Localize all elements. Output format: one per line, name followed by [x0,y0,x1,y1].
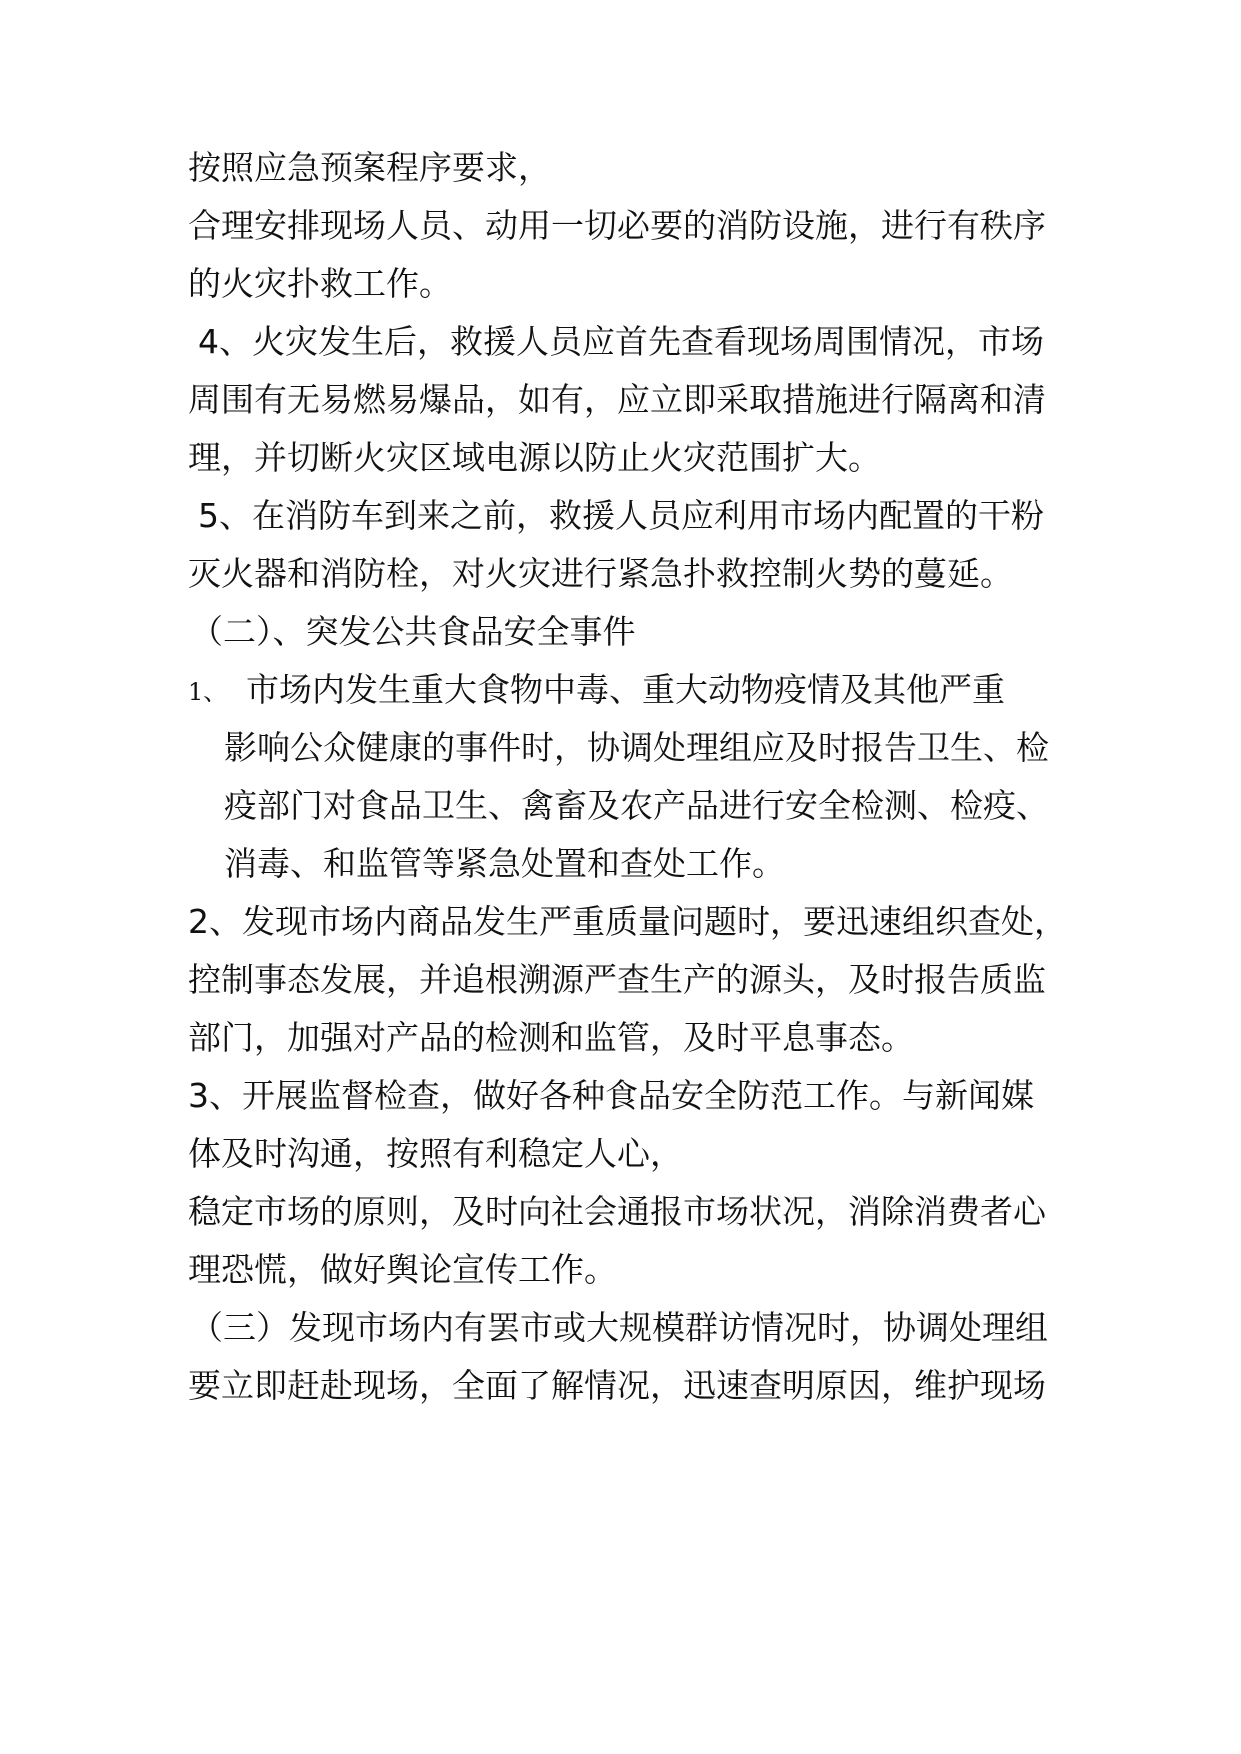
section-heading: （二）、突发公共食品安全事件 [190,612,636,651]
paragraph-line: 体及时沟通，按照有利稳定人心， [188,1134,683,1173]
list-item-line: 市场内发生重大食物中毒、重大动物疫情及其他严重 [246,670,1005,709]
paragraph-line: 2、发现市场内商品发生严重质量问题时，要迅速组织查处， [188,902,1067,941]
list-marker: 1、 [188,678,228,706]
paragraph-line: 4、火灾发生后，救援人员应首先查看现场周围情况，市场 [198,322,1044,361]
paragraph-line: 理恐慌，做好舆论宣传工作。 [188,1250,617,1289]
paragraph-line: 周围有无易燃易爆品，如有，应立即采取措施进行隔离和清 [188,380,1046,419]
paragraph-line: 稳定市场的原则，及时向社会通报市场状况，消除消费者心 [188,1192,1046,1231]
paragraph-line: 部门，加强对产品的检测和监管，及时平息事态。 [188,1018,914,1057]
paragraph-line: 理，并切断火灾区域电源以防止火灾范围扩大。 [188,438,881,477]
paragraph-line: 要立即赶赴现场，全面了解情况，迅速查明原因，维护现场 [188,1366,1046,1405]
list-item-line: 影响公众健康的事件时，协调处理组应及时报告卫生、检 [224,728,1049,767]
list-item-line: 疫部门对食品卫生、禽畜及农产品进行安全检测、检疫、 [224,786,1049,825]
section-heading: （三）发现市场内有罢市或大规模群访情况时，协调处理组 [190,1308,1048,1347]
paragraph-line: 控制事态发展，并追根溯源严查生产的源头，及时报告质监 [188,960,1046,999]
paragraph-line: 合理安排现场人员、动用一切必要的消防设施，进行有秩序 [188,206,1046,245]
paragraph-line: 灭火器和消防栓，对火灾进行紧急扑救控制火势的蔓延。 [188,554,1013,593]
list-item-line: 消毒、和监管等紧急处置和查处工作。 [224,844,785,883]
paragraph-line: 按照应急预案程序要求， [188,148,551,187]
paragraph-line: 的火灾扑救工作。 [188,264,452,303]
paragraph-line: 5、在消防车到来之前，救援人员应利用市场内配置的干粉 [198,496,1044,535]
paragraph-line: 3、开展监督检查，做好各种食品安全防范工作。与新闻媒 [188,1076,1034,1115]
